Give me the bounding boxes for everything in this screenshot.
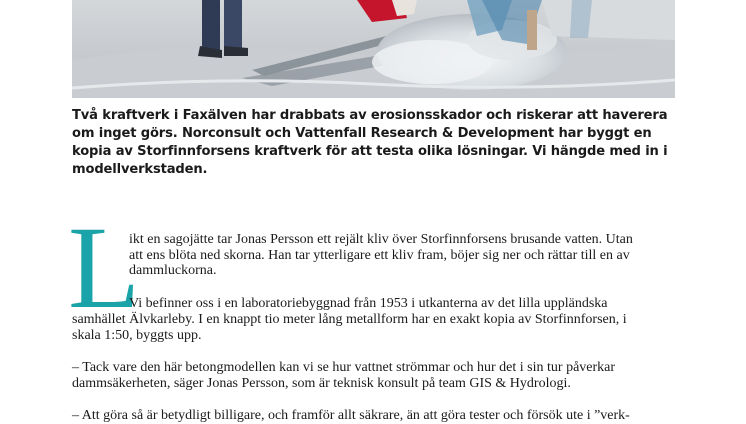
paragraph-2-line-2: samhället Älvkarleby. I en knappt tio meter lång metallform har en exakt kopia av Storfinnforsen, i	[72, 312, 627, 327]
paragraph-3-line-1: – Tack vare den här betongmodellen kan vi se hur vattnet strömmar och hur det i sin tur påverkar	[72, 360, 616, 375]
paragraph-2-line-1: Vi befinner oss i en laboratoriebyggnad från 1953 i utkanterna av det lilla uppländska	[129, 296, 608, 311]
paragraph-1-line-1: ikt en sagojätte tar Jonas Persson ett rejält kliv över Storfinnforsens brusande vatten. Utan	[129, 232, 633, 247]
article-lead: Två kraftverk i Faxälven har drabbats av erosionsskador och riskerar att haverera om inget görs. Norconsult och Vattenfall Research & Development har byggt en kopia av Storfinnforsens kraftverk för att testa olika lösningar. Vi hängde med in i modellverkstaden.	[72, 108, 668, 177]
paragraph-3-line-2: dammsäkerheten, säger Jonas Persson, som är teknisk konsult på team GIS & Hydrologi.	[72, 376, 571, 391]
paragraph-1-line-3: dammluckorna.	[129, 263, 217, 278]
paragraph-1-line-2: att ens blöta ned skorna. Han tar ytterligare ett kliv fram, böjer sig ner och rättar till en av	[129, 248, 630, 263]
article-photo	[72, 0, 675, 98]
drop-cap-letter: L	[68, 202, 141, 333]
paragraph-2-line-3: skala 1:50, byggts upp.	[72, 328, 202, 343]
paragraph-4-line-1: – Att göra så är betydligt billigare, och framför allt säkrare, än att göra tester och försök ute i ”verk-	[72, 408, 630, 423]
